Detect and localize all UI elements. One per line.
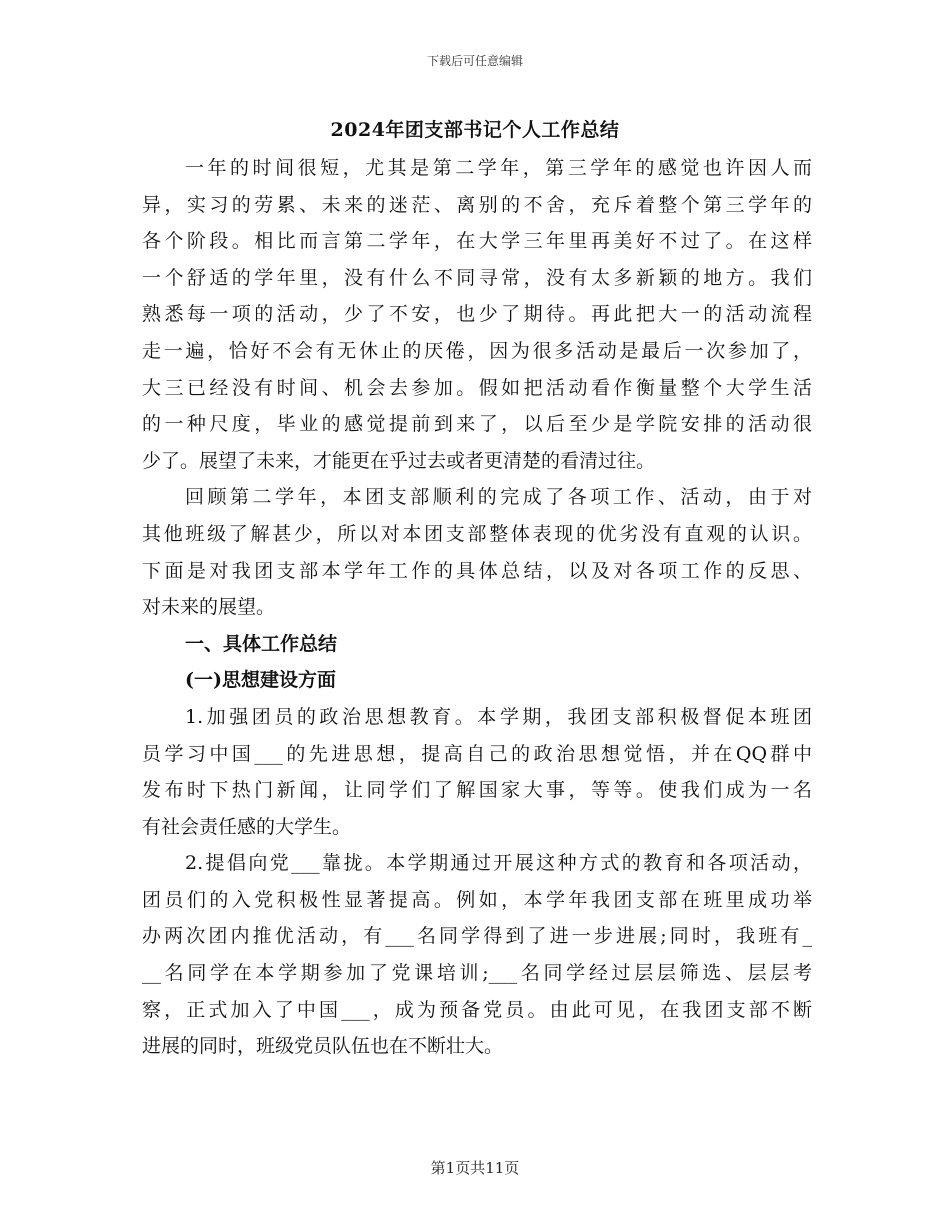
paragraph-line: 一个舒适的学年里，没有什么不同寻常，没有太多新颖的地方。我们 [142,266,812,289]
paragraph-line: 各个阶段。相比而言第二学年，在大学三年里再美好不过了。在这样 [142,230,812,253]
paragraph-line: 对未来的展望。 [142,596,276,619]
paragraph-line: 团员们的入党积极性显著提高。例如，本学年我团支部在班里成功举 [142,888,812,911]
section-heading: 一、具体工作总结 [185,632,338,655]
paragraph-line: 察，正式加入了中国___，成为预备党员。由此可见，在我团支部不断 [142,998,812,1021]
paragraph-line: 下面是对我团支部本学年工作的具体总结，以及对各项工作的反思、 [142,559,812,582]
document-body [142,150,812,1065]
subsection-heading: (一)思想建设方面 [185,669,336,692]
paragraph-line: 办两次团内推优活动，有___名同学得到了进一步进展;同时，我班有_ [142,925,812,948]
header-note: 下载后可任意编辑 [426,54,523,68]
paragraph-line: 员学习中国___的先进思想，提高自己的政治思想觉悟，并在QQ群中 [142,742,812,765]
paragraph-line: 走一遍，恰好不会有无休止的厌倦，因为很多活动是最后一次参加了， [142,339,812,362]
paragraph-line: 有社会责任感的大学生。 [142,815,352,838]
paragraph-line: 异，实习的劳累、未来的迷茫、离别的不舍，充斥着整个第三学年的 [142,193,812,216]
paragraph-line: 回顾第二学年，本团支部顺利的完成了各项工作、活动，由于对 [185,486,812,509]
paragraph-line: 其他班级了解甚少，所以对本团支部整体表现的优劣没有直观的认识。 [142,522,812,545]
paragraph-line: 1.加强团员的政治思想教育。本学期，我团支部积极督促本班团 [185,705,812,728]
paragraph-line: 熟悉每一项的活动，少了不安，也少了期待。再此把大一的活动流程 [142,303,812,326]
paragraph-line: 进展的同时，班级党员队伍也在不断壮大。 [142,1035,504,1058]
paragraph-line: 大三已经没有时间、机会去参加。假如把活动看作衡量整个大学生活 [142,376,812,399]
paragraph-line: __名同学在本学期参加了党课培训;___名同学经过层层筛选、层层考 [142,962,812,985]
paragraph-line: 少了。展望了未来，才能更在乎过去或者更清楚的看清过往。 [142,449,656,472]
paragraph-line: 发布时下热门新闻，让同学们了解国家大事，等等。使我们成为一名 [142,779,812,802]
paragraph-line: 2.提倡向党___靠拢。本学期通过开展这种方式的教育和各项活动， [185,852,812,875]
paragraph-line: 的一种尺度，毕业的感觉提前到来了，以后至少是学院安排的活动很 [142,413,812,436]
paragraph-line: 一年的时间很短，尤其是第二学年，第三学年的感觉也许因人而 [185,157,812,179]
document-title: 2024年团支部书记个人工作总结 [330,119,620,141]
page-number: 第1页共11页 [430,1159,520,1177]
